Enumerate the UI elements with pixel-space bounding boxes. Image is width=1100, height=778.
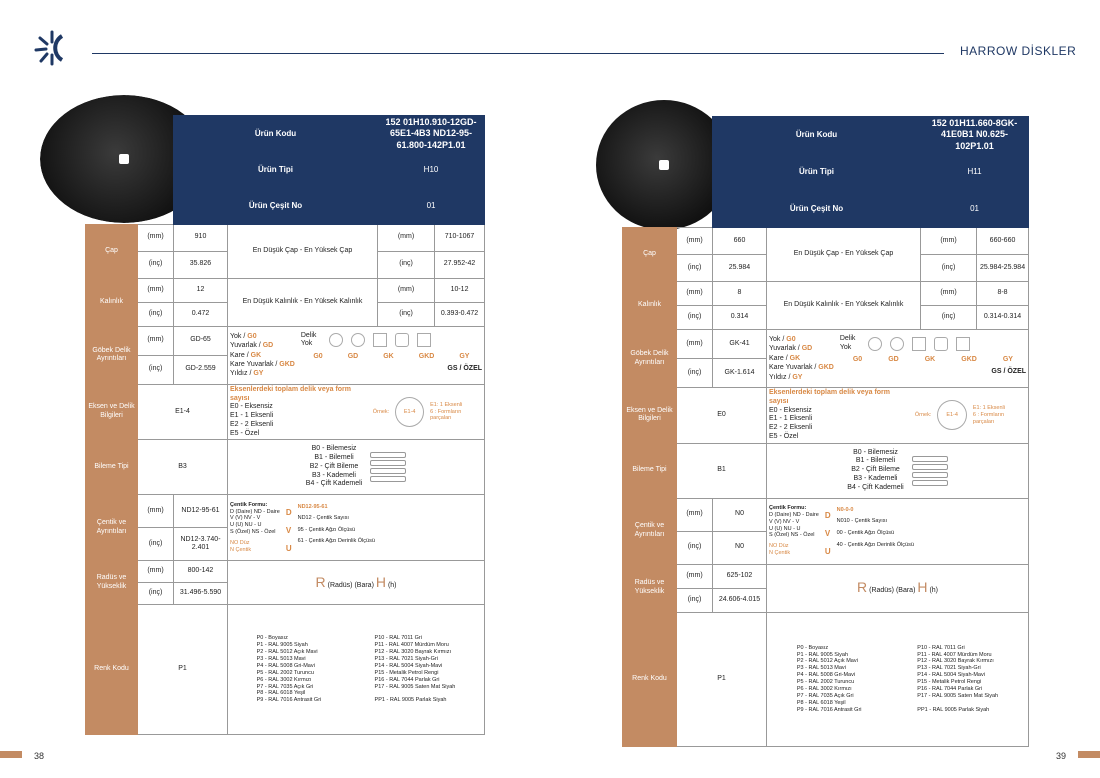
header-divider <box>92 53 944 54</box>
unit-mm: (mm) <box>378 224 435 251</box>
example-label: Örnek: <box>372 408 390 415</box>
color-code-item: P3 - RAL 5013 Mavi <box>796 665 846 672</box>
round-hole-icon <box>890 337 904 351</box>
color-code-item: P7 - RAL 7035 Açık Gri <box>256 683 314 690</box>
centik-inch: N0 <box>713 531 767 564</box>
spec-table-right <box>622 116 1029 747</box>
color-code-item: PP1 - RAL 9005 Parlak Siyah <box>917 706 990 713</box>
gobek-inch: GK-1.614 <box>713 359 767 388</box>
centik-mm: N0 <box>713 498 767 531</box>
gs-ozel: GS / ÖZEL <box>447 364 483 372</box>
form-d: D <box>285 507 292 517</box>
bileme-info <box>228 440 485 495</box>
color-code-item: P14 - RAL 5004 Siyah-Mavi <box>917 672 985 679</box>
centik-row: U (U) NU - U <box>769 525 801 532</box>
gobek-type: Yok / <box>230 332 248 340</box>
centik-label: Çentik ve Ayrıntıları <box>623 498 677 564</box>
gobek-type: Yuvarlak / <box>769 345 802 353</box>
form-code: GKD <box>418 353 435 361</box>
gobek-code: GY <box>253 370 264 378</box>
centik-code: N0-0-0 <box>836 506 854 513</box>
cap-inch: 35.826 <box>174 251 228 278</box>
gobek-mm: GK-41 <box>713 330 767 359</box>
variant: 01 <box>378 188 485 224</box>
color-code-item: P3 - RAL 5013 Mavi <box>256 656 306 662</box>
gobek-type: Kare Yuvarlak / <box>230 360 280 368</box>
renk-value: P1 <box>138 605 228 735</box>
bileme-item: B0 - Bilemesiz <box>853 448 898 456</box>
kal-mm: 8 <box>713 282 767 306</box>
cap-mm: 910 <box>174 224 228 251</box>
color-code-item: P2 - RAL 5012 Açık Mavi <box>796 658 858 665</box>
star-hole-icon <box>956 337 970 351</box>
color-code-item: P15 - Metalik Petrol Rengi <box>917 679 982 685</box>
unit-mm: (mm) <box>378 278 435 302</box>
centik-row: S (Özel) NS - Özel <box>230 529 276 536</box>
centik-desc: 61 - Çentik Ağzı Derinlik Ölçüsü <box>297 538 375 545</box>
unit-mm: (mm) <box>921 228 977 255</box>
cap-mm: 660 <box>713 228 767 255</box>
product-code-label: Ürün Kodu <box>713 117 921 154</box>
gobek-type: Yuvarlak / <box>230 342 263 350</box>
color-code-item: P11 - RAL 4007 Mürdüm Moru <box>374 642 449 649</box>
unit-inch: (inç) <box>138 528 174 561</box>
color-code-item: P10 - RAL 7011 Gri <box>374 635 422 642</box>
color-code-item: P14 - RAL 5004 Siyah-Mavi <box>374 662 443 669</box>
centik-info <box>767 498 1029 564</box>
color-code-item: P4 - RAL 5008 Gri-Mavi <box>256 662 315 669</box>
form-code: GK <box>383 353 394 361</box>
delik-yok: Delik Yok <box>300 331 317 348</box>
unit-inch: (inç) <box>138 583 174 605</box>
gobek-types <box>767 330 1029 388</box>
bileme-item: B2 - Çift Bileme <box>309 462 359 470</box>
eksen-info <box>767 388 1029 444</box>
h-letter: H <box>375 574 386 590</box>
unit-inch: (inç) <box>921 306 977 330</box>
centik-mm: ND12-95-61 <box>174 495 228 528</box>
color-code-item: PP1 - RAL 9005 Parlak Siyah <box>374 697 447 704</box>
form-v: V <box>824 528 831 538</box>
form-u: U <box>285 543 292 553</box>
gobek-code: GD <box>262 342 274 350</box>
r-letter: R <box>315 574 326 590</box>
gobek-mm: GD-65 <box>174 326 228 355</box>
form-d: D <box>824 510 831 520</box>
unit-inch: (inç) <box>677 255 713 282</box>
bileme-shapes <box>370 452 406 482</box>
eksen-item: E2 - 2 Eksenli <box>769 424 813 431</box>
form-code: GY <box>459 353 470 361</box>
centik-formu: Çentik Formu: <box>769 504 807 511</box>
centik-desc: 95 - Çentik Ağzı Ölçüsü <box>297 526 356 533</box>
gobek-code: GKD <box>818 364 834 372</box>
delik-yok: Delik Yok <box>839 334 856 351</box>
kal-range-label: En Düşük Kalınlık - En Yüksek Kalınlık <box>767 282 921 330</box>
radius-inch: 31.496-5.590 <box>174 583 228 605</box>
n-centik: N Çentik <box>769 550 791 557</box>
bileme-label: Bileme Tipi <box>623 443 677 498</box>
round-hole-icon <box>351 333 365 347</box>
cap-range-label: En Düşük Çap - En Yüksek Çap <box>228 224 378 278</box>
renk-list <box>228 605 485 735</box>
bileme-item: B3 - Kademeli <box>312 471 356 479</box>
gobek-code: GK <box>250 351 262 359</box>
centik-code: ND12-95-61 <box>297 503 328 510</box>
unit-inch: (inç) <box>378 251 435 278</box>
gs-ozel: GS / ÖZEL <box>991 368 1027 376</box>
company-logo <box>32 28 72 68</box>
page-number-right: 39 <box>1055 751 1066 761</box>
unit-inch: (inç) <box>138 251 174 278</box>
color-code-item: P9 - RAL 7016 Antrasit Gri <box>796 706 862 713</box>
eksen-value: E0 <box>677 388 767 444</box>
gobek-type: Yıldız / <box>769 373 793 381</box>
gobek-type: Kare / <box>230 351 251 359</box>
centik-row: U (U) NU - U <box>230 522 262 529</box>
bileme-value: B1 <box>677 443 767 498</box>
color-code-item: P1 - RAL 9005 Siyah <box>796 651 849 658</box>
product-type: H10 <box>378 152 485 188</box>
cap-range-mm: 710-1067 <box>435 224 485 251</box>
color-code-item: P11 - RAL 4007 Mürdüm Moru <box>917 651 992 658</box>
eksen-info <box>228 384 485 440</box>
unit-mm: (mm) <box>138 561 174 583</box>
color-code-item: P13 - RAL 7021 Siyah-Gri <box>374 656 438 662</box>
form-code: GK <box>924 356 936 364</box>
product-code-label: Ürün Kodu <box>174 116 378 153</box>
kal-range-mm: 8-8 <box>977 282 1029 306</box>
product-code: 152 01H11.660-8GK-41E0B1 N0.625-102P1.01 <box>921 117 1029 154</box>
eksen-label: Eksen ve Delik Bilgileri <box>623 388 677 444</box>
h-text: (h) <box>387 582 397 589</box>
bileme-value: B3 <box>138 440 228 495</box>
bileme-item: B3 - Kademeli <box>853 474 898 482</box>
eksen-label: Eksen ve Delik Bilgileri <box>86 384 138 440</box>
h-text: (h) <box>929 587 938 595</box>
centik-row: V (V) NV - V <box>230 515 261 522</box>
page-tab-right <box>1078 751 1100 758</box>
form-code: GKD <box>961 356 977 364</box>
color-code-item: P12 - RAL 3020 Bayrak Kırmızı <box>374 649 452 656</box>
color-code-item: P5 - RAL 2002 Turuncu <box>256 669 314 676</box>
kal-inch: 0.472 <box>174 302 228 326</box>
unit-inch: (inç) <box>677 588 713 612</box>
square-hole-icon <box>912 337 926 351</box>
variant-label: Ürün Çeşit No <box>713 191 921 228</box>
color-code-item: P13 - RAL 7021 Siyah-Gri <box>917 665 981 672</box>
unit-mm: (mm) <box>138 326 174 355</box>
color-code-item: P17 - RAL 9005 Saten Mat Siyah <box>917 692 999 699</box>
unit-inch: (inç) <box>921 255 977 282</box>
eksen-title: Eksenlerdeki toplam delik veya form sayısı <box>230 385 351 402</box>
page-number-left: 38 <box>34 751 45 761</box>
bileme-shapes <box>912 456 948 486</box>
centik-row: D (Daire) ND - Daire <box>769 511 819 518</box>
unit-inch: (inç) <box>138 355 174 384</box>
radius-label: Radüs ve Yükseklik <box>623 564 677 612</box>
gobek-type: Kare Yuvarlak / <box>769 364 819 372</box>
no-duz: NO Düz <box>769 543 789 550</box>
example-disc-icon: E1-4 <box>395 397 424 427</box>
color-code-item: P6 - RAL 3002 Kırmızı <box>256 676 312 683</box>
bileme-item: B1 - Bilemeli <box>855 457 896 465</box>
kal-range-inch: 0.314-0.314 <box>977 306 1029 330</box>
centik-row: D (Daire) ND - Daire <box>230 508 280 515</box>
example-e: E1: 1 Eksenli <box>972 404 1005 411</box>
eksen-item: E5 - Özel <box>230 429 260 437</box>
renk-value: P1 <box>677 612 767 746</box>
square-round-hole-icon <box>395 333 409 347</box>
round-hole-icon <box>868 337 882 351</box>
centik-desc: 40 - Çentik Ağzı Derinlik Ölçüsü <box>836 541 914 548</box>
page-tab-left <box>0 751 22 758</box>
gobek-type: Kare / <box>769 354 790 362</box>
kalinlik-label: Kalınlık <box>86 278 138 326</box>
color-code-item: P16 - RAL 7044 Parlak Gri <box>374 676 440 683</box>
product-code: 152 01H10.910-12GD-65E1-4B3 ND12-95-61.800-142P1.01 <box>378 116 485 153</box>
cap-label: Çap <box>86 224 138 278</box>
radius-legend <box>228 561 485 605</box>
cap-label: Çap <box>623 228 677 282</box>
gobek-code: G0 <box>247 332 257 340</box>
gobek-code: GKD <box>279 360 295 368</box>
form-code: G0 <box>852 356 863 364</box>
r-letter: R <box>857 579 868 596</box>
gobek-type: Yıldız / <box>230 370 254 378</box>
kal-range-inch: 0.393-0.472 <box>435 302 485 326</box>
unit-mm: (mm) <box>677 282 713 306</box>
variant: 01 <box>921 191 1029 228</box>
centik-desc: 00 - Çentik Ağzı Ölçüsü <box>836 530 895 537</box>
bileme-info <box>767 443 1029 498</box>
square-hole-icon <box>373 333 387 347</box>
round-hole-icon <box>329 333 343 347</box>
product-type: H11 <box>921 154 1029 191</box>
centik-info <box>228 495 485 561</box>
spec-table-left <box>85 115 485 735</box>
renk-label: Renk Kodu <box>623 612 677 746</box>
color-code-item: P10 - RAL 7011 Gri <box>917 644 965 651</box>
kal-mm: 12 <box>174 278 228 302</box>
unit-mm: (mm) <box>677 330 713 359</box>
unit-mm: (mm) <box>138 495 174 528</box>
form-code: GD <box>347 353 359 361</box>
variant-label: Ürün Çeşit No <box>174 188 378 224</box>
kal-range-label: En Düşük Kalınlık - En Yüksek Kalınlık <box>228 278 378 326</box>
gobek-types <box>228 326 485 384</box>
centik-desc: ND12 - Çentik Sayısı <box>297 515 349 522</box>
radius-inch: 24.606-4.015 <box>713 588 767 612</box>
n-centik: N Çentik <box>230 546 252 553</box>
example-label: Örnek: <box>914 411 932 418</box>
kal-inch: 0.314 <box>713 306 767 330</box>
eksen-item: E1 - 1 Eksenli <box>230 412 274 419</box>
color-code-item: P16 - RAL 7044 Parlak Gri <box>917 685 983 692</box>
renk-label: Renk Kodu <box>86 605 138 735</box>
radius-legend <box>767 564 1029 612</box>
unit-inch: (inç) <box>677 359 713 388</box>
radus-text: (Radüs) (Bara) <box>327 582 374 589</box>
cap-range-mm: 660-660 <box>977 228 1029 255</box>
eksen-item: E5 - Özel <box>769 432 799 440</box>
example-disc-icon: E1-4 <box>937 400 967 430</box>
unit-mm: (mm) <box>677 498 713 531</box>
gobek-code: GK <box>789 354 801 362</box>
cap-range-inch: 27.952-42 <box>435 251 485 278</box>
renk-list <box>767 612 1029 746</box>
square-round-hole-icon <box>934 337 948 351</box>
bileme-item: B2 - Çift Bileme <box>851 466 900 474</box>
unit-mm: (mm) <box>138 278 174 302</box>
color-code-item: P15 - Metalik Petrol Rengi <box>374 669 439 676</box>
product-type-label: Ürün Tipi <box>174 152 378 188</box>
gobek-code: GD <box>801 345 813 353</box>
color-code-item: P7 - RAL 7035 Açık Gri <box>796 692 854 699</box>
centik-row: S (Özel) NS - Özel <box>769 532 815 539</box>
eksen-item: E1 - 1 Eksenli <box>769 415 813 423</box>
star-hole-icon <box>417 333 431 347</box>
radius-mm: 800-142 <box>174 561 228 583</box>
color-code-item: P2 - RAL 5012 Açık Mavi <box>256 649 318 656</box>
color-code-item: P9 - RAL 7016 Antrasit Gri <box>256 697 322 704</box>
gobek-inch: GD-2.559 <box>174 355 228 384</box>
color-code-item: P5 - RAL 2002 Turuncu <box>796 679 855 685</box>
form-v: V <box>285 525 292 535</box>
gobek-label: Göbek Delik Ayrıntıları <box>623 330 677 388</box>
centik-row: V (V) NV - V <box>769 518 800 525</box>
page-title: HARROW DİSKLER <box>960 44 1077 58</box>
centik-inch: ND12-3.740-2.401 <box>174 528 228 561</box>
kalinlik-label: Kalınlık <box>623 282 677 330</box>
radius-label: Radüs ve Yükseklik <box>86 561 138 605</box>
bileme-item: B4 - Çift Kademeli <box>847 483 904 491</box>
unit-inch: (inç) <box>378 302 435 326</box>
no-duz: NO Düz <box>230 540 250 547</box>
color-code-item: P0 - Boyasız <box>796 644 829 651</box>
eksen-value: E1-4 <box>138 384 228 440</box>
form-code: G0 <box>313 353 323 361</box>
cap-range-inch: 25.984-25.984 <box>977 255 1029 282</box>
bileme-label: Bileme Tipi <box>86 440 138 495</box>
color-code-item: P8 - RAL 6018 Yeşil <box>796 699 846 706</box>
color-code-item: P17 - RAL 9005 Saten Mat Siyah <box>374 683 456 690</box>
eksen-item: E0 - Eksensiz <box>769 406 812 414</box>
gobek-code: G0 <box>786 335 796 343</box>
unit-inch: (inç) <box>138 302 174 326</box>
bileme-item: B1 - Bilemeli <box>314 454 354 462</box>
color-code-item <box>375 690 456 697</box>
color-code-item: P12 - RAL 3020 Bayrak Kırmızı <box>917 658 994 665</box>
color-code-item: P0 - Boyasız <box>256 635 288 642</box>
form-code: GD <box>888 356 899 364</box>
unit-inch: (inç) <box>677 531 713 564</box>
example-e: E1: 1 Eksenli <box>430 401 463 408</box>
cap-inch: 25.984 <box>713 255 767 282</box>
color-code-item <box>917 700 998 707</box>
product-type-label: Ürün Tipi <box>713 154 921 191</box>
bileme-item: B4 - Çift Kademeli <box>305 480 363 488</box>
example-f: 6 : Formların parçaları <box>430 408 462 422</box>
form-code: GY <box>1002 356 1013 364</box>
eksen-title: Eksenlerdeki toplam delik veya form sayısı <box>769 389 890 405</box>
centik-desc: N010 - Çentik Sayısı <box>836 518 888 525</box>
eksen-item: E0 - Eksensiz <box>230 403 273 411</box>
color-code-item: P8 - RAL 6018 Yeşil <box>256 690 306 697</box>
unit-mm: (mm) <box>921 282 977 306</box>
gobek-type: Yok / <box>769 335 787 343</box>
form-u: U <box>824 546 831 556</box>
centik-formu: Çentik Formu: <box>230 501 268 508</box>
gobek-code: GY <box>792 373 803 381</box>
gobek-label: Göbek Delik Ayrıntıları <box>86 326 138 384</box>
radius-mm: 625-102 <box>713 564 767 588</box>
example-f: 6 : Formların parçaları <box>972 411 1005 425</box>
bileme-item: B0 - Bilemesiz <box>311 445 357 453</box>
color-code-item: P4 - RAL 5008 Gri-Mavi <box>796 672 856 679</box>
eksen-item: E2 - 2 Eksenli <box>230 420 274 428</box>
color-code-item: P6 - RAL 3002 Kırmızı <box>796 685 852 692</box>
unit-inch: (inç) <box>677 306 713 330</box>
color-code-item: P1 - RAL 9005 Siyah <box>256 642 308 649</box>
h-letter: H <box>917 579 928 596</box>
radus-text: (Radüs) (Bara) <box>869 587 916 595</box>
cap-range-label: En Düşük Çap - En Yüksek Çap <box>767 228 921 282</box>
unit-mm: (mm) <box>677 564 713 588</box>
centik-label: Çentik ve Ayrıntıları <box>86 495 138 561</box>
unit-mm: (mm) <box>138 224 174 251</box>
unit-mm: (mm) <box>677 228 713 255</box>
kal-range-mm: 10-12 <box>435 278 485 302</box>
